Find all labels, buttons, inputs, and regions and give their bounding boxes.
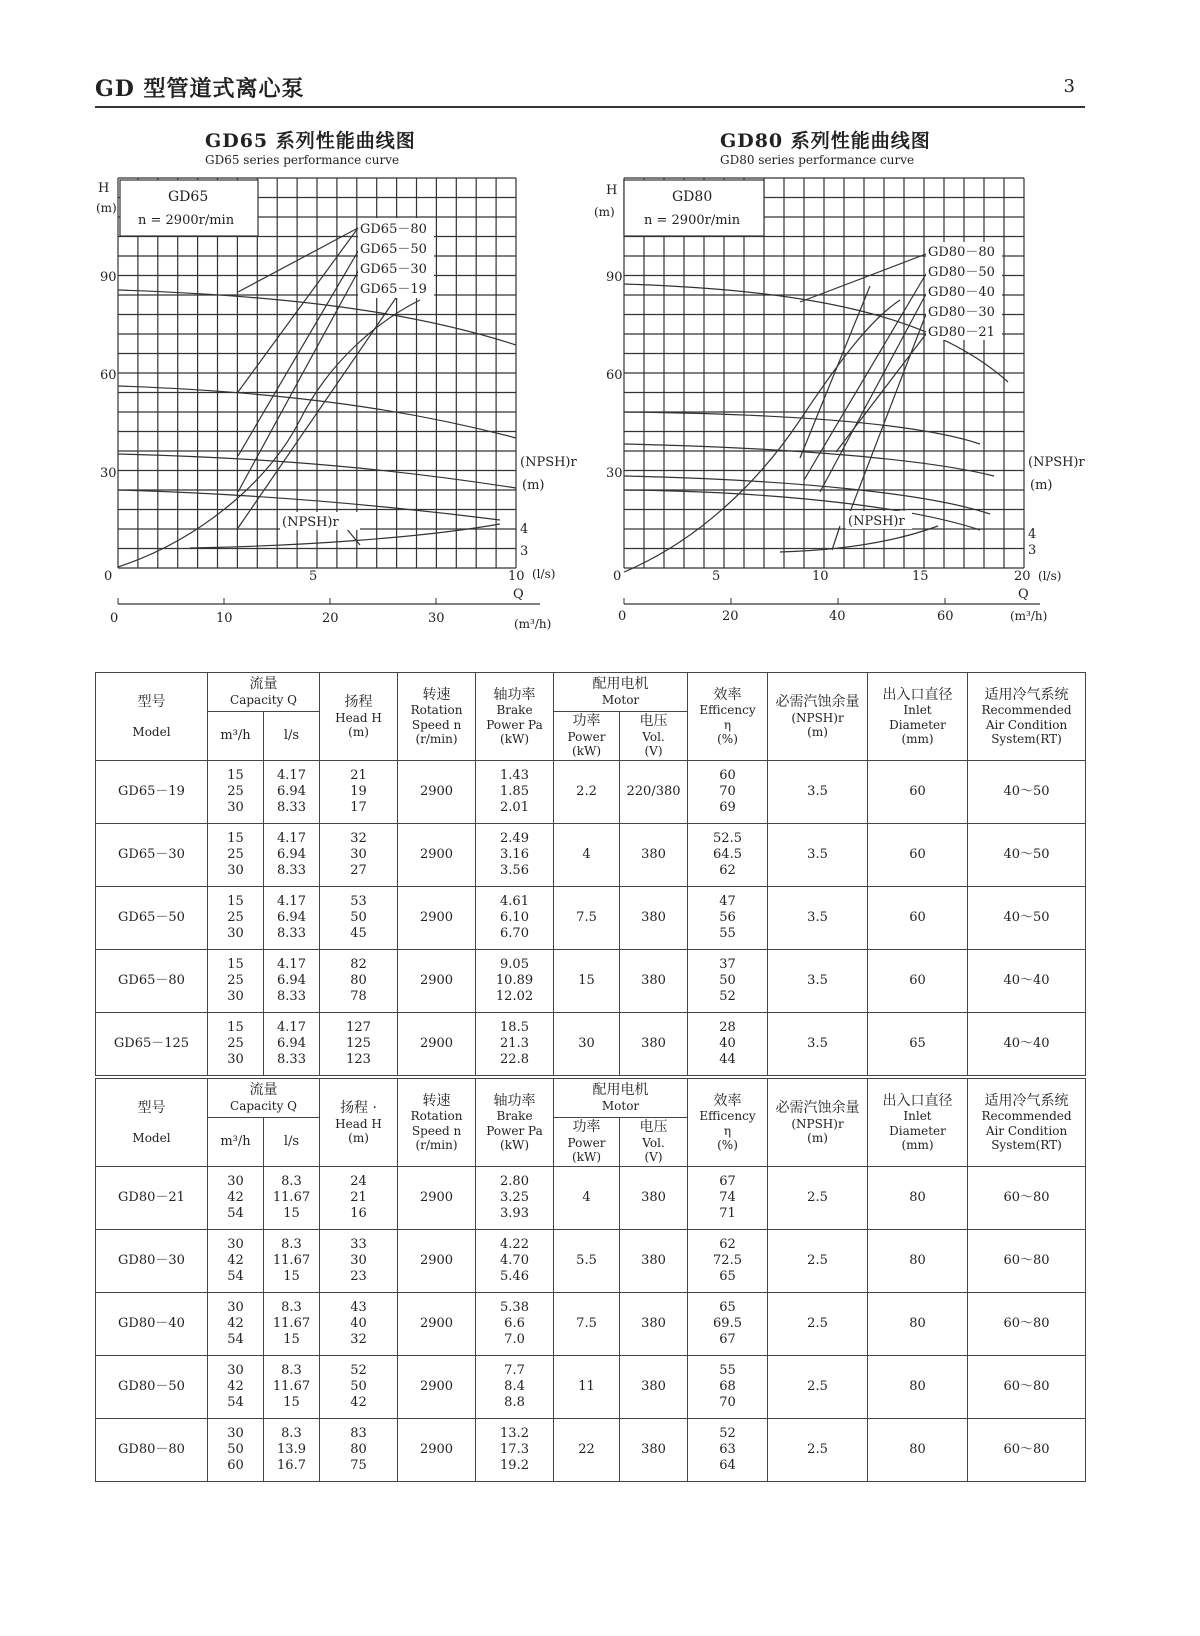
cell-head: 127 125 123 <box>320 1013 398 1076</box>
cell-capacity-m3h: 30 42 54 <box>208 1293 264 1356</box>
gd65-npsh-axis-unit: (m) <box>522 478 545 493</box>
gd80-npsh-curve-label: (NPSH)r <box>848 514 905 529</box>
col-motor: 配用电机 Motor <box>554 673 688 712</box>
gd65-80-operating-line <box>238 228 358 392</box>
gd65-npsh-axis-label: (NPSH)r <box>520 455 577 470</box>
gd80-npsh-axis-label: (NPSH)r <box>1028 455 1085 470</box>
gd80-chart-title: GD80 系列性能曲线图 GD80 series performance curve <box>720 130 931 167</box>
cell-brake-power: 9.05 10.89 12.02 <box>476 950 554 1013</box>
cell-npsh: 3.5 <box>768 887 868 950</box>
cell-capacity-m3h: 15 25 30 <box>208 950 264 1013</box>
gd65-curve-label: GD65－30 <box>360 262 427 277</box>
cell-air-condition: 40～40 <box>968 1013 1086 1076</box>
gd80-curve-label: GD80－50 <box>928 265 995 280</box>
cell-air-condition: 40～50 <box>968 887 1086 950</box>
cell-inlet-diameter: 60 <box>868 950 968 1013</box>
gd80-h-tick: 30 <box>606 466 623 481</box>
table-row <box>96 1419 1086 1482</box>
cell-voltage: 220/380 <box>620 761 688 824</box>
gd65-m3h-tick: 0 <box>110 611 119 626</box>
gd80-ls-tick: 15 <box>912 569 929 584</box>
cell-motor-power: 11 <box>554 1356 620 1419</box>
gd65-h-label: H <box>98 181 110 196</box>
cell-brake-power: 13.2 17.3 19.2 <box>476 1419 554 1482</box>
col-motor: 配用电机 Motor <box>554 1079 688 1118</box>
cell-air-condition: 60～80 <box>968 1356 1086 1419</box>
document-title: GD 型管道式离心泵 <box>95 76 305 102</box>
gd65-50-operating-line <box>238 248 360 456</box>
gd80-npsh-tick: 4 <box>1028 527 1037 542</box>
cell-capacity-ls: 4.17 6.94 8.33 <box>264 824 320 887</box>
cell-air-condition: 60～80 <box>968 1167 1086 1230</box>
gd80-ls-tick: 20 <box>1014 569 1031 584</box>
gd65-h-unit: (m) <box>96 201 117 215</box>
gd65-m3h-tick: 10 <box>216 611 233 626</box>
gd65-performance-chart <box>0 0 600 650</box>
cell-speed: 2900 <box>398 1167 476 1230</box>
gd65-table-body <box>96 761 1086 1076</box>
cell-efficiency: 67 74 71 <box>688 1167 768 1230</box>
cell-brake-power: 2.80 3.25 3.93 <box>476 1167 554 1230</box>
col-air-condition: 适用冷气系统 Recommended Air Condition System(RT) <box>968 673 1086 761</box>
cell-inlet-diameter: 80 <box>868 1167 968 1230</box>
cell-voltage: 380 <box>620 1356 688 1419</box>
cell-capacity-ls: 8.3 11.67 15 <box>264 1167 320 1230</box>
gd65-spec-table <box>95 672 1086 1076</box>
table-row <box>96 1356 1086 1419</box>
col-capacity: 流量 Capacity Q <box>208 673 320 712</box>
cell-speed: 2900 <box>398 761 476 824</box>
cell-capacity-ls: 8.3 11.67 15 <box>264 1230 320 1293</box>
cell-head: 83 80 75 <box>320 1419 398 1482</box>
cell-voltage: 380 <box>620 887 688 950</box>
gd65-h-tick: 90 <box>100 270 117 285</box>
cell-capacity-m3h: 15 25 30 <box>208 1013 264 1076</box>
cell-head: 82 80 78 <box>320 950 398 1013</box>
col-inlet: 出入口直径 Inlet Diameter (mm) <box>868 673 968 761</box>
cell-air-condition: 40～50 <box>968 761 1086 824</box>
gd80-efficiency-curve <box>624 300 900 572</box>
gd65-npsh-curve-label: (NPSH)r <box>282 515 339 530</box>
cell-npsh: 3.5 <box>768 950 868 1013</box>
cell-model: GD80－50 <box>96 1356 208 1419</box>
gd80-h-label: H <box>606 183 618 198</box>
cell-air-condition: 60～80 <box>968 1230 1086 1293</box>
gd65-h-tick: 0 <box>104 569 113 584</box>
col-capacity: 流量 Capacity Q <box>208 1079 320 1118</box>
cell-capacity-m3h: 30 42 54 <box>208 1356 264 1419</box>
col-motor-voltage: 电压 Vol. (V) <box>620 712 688 761</box>
cell-speed: 2900 <box>398 1013 476 1076</box>
col-inlet: 出入口直径 Inlet Diameter (mm) <box>868 1079 968 1167</box>
cell-head: 53 50 45 <box>320 887 398 950</box>
gd80-npsh-tick: 3 <box>1028 543 1037 558</box>
cell-air-condition: 40～40 <box>968 950 1086 1013</box>
table-row <box>96 1013 1086 1076</box>
cell-npsh: 2.5 <box>768 1293 868 1356</box>
gd65-chart-title: GD65 系列性能曲线图 GD65 series performance curve <box>205 130 416 167</box>
cell-brake-power: 4.61 6.10 6.70 <box>476 887 554 950</box>
cell-model: GD80－21 <box>96 1167 208 1230</box>
cell-inlet-diameter: 65 <box>868 1013 968 1076</box>
gd65-speed-label: n = 2900r/min <box>138 213 235 228</box>
gd80-m3h-tick: 0 <box>618 609 627 624</box>
table-row <box>96 1293 1086 1356</box>
gd65-m3h-tick: 20 <box>322 611 339 626</box>
gd80-m3h-tick: 20 <box>722 609 739 624</box>
cell-motor-power: 7.5 <box>554 1293 620 1356</box>
gd65-curve-label: GD65－50 <box>360 242 427 257</box>
cell-capacity-m3h: 30 50 60 <box>208 1419 264 1482</box>
cell-capacity-m3h: 15 25 30 <box>208 887 264 950</box>
table-row <box>96 1167 1086 1230</box>
col-head: 扬程 Head H (m) <box>320 673 398 761</box>
cell-model: GD80－80 <box>96 1419 208 1482</box>
cell-capacity-ls: 4.17 6.94 8.33 <box>264 887 320 950</box>
col-npsh: 必需汽蚀余量 (NPSH)r (m) <box>768 673 868 761</box>
cell-inlet-diameter: 80 <box>868 1356 968 1419</box>
cell-inlet-diameter: 80 <box>868 1293 968 1356</box>
cell-air-condition: 60～80 <box>968 1419 1086 1482</box>
col-efficiency: 效率 Efficency η (%) <box>688 1079 768 1167</box>
cell-brake-power: 5.38 6.6 7.0 <box>476 1293 554 1356</box>
cell-npsh: 3.5 <box>768 1013 868 1076</box>
cell-npsh: 2.5 <box>768 1230 868 1293</box>
col-motor-voltage: 电压 Vol. (V) <box>620 1118 688 1167</box>
gd80-npsh-axis-unit: (m) <box>1030 478 1053 493</box>
gd80-21-operating-line <box>850 314 926 512</box>
cell-efficiency: 52.5 64.5 62 <box>688 824 768 887</box>
gd65-h-tick: 30 <box>100 466 117 481</box>
gd80-40-operating-line <box>804 274 926 480</box>
cell-model: GD80－40 <box>96 1293 208 1356</box>
page-number: 3 <box>1063 76 1075 97</box>
gd65-curve-label: GD65－80 <box>360 222 427 237</box>
gd65-ls-tick: 5 <box>309 569 318 584</box>
cell-efficiency: 52 63 64 <box>688 1419 768 1482</box>
cell-efficiency: 28 40 44 <box>688 1013 768 1076</box>
cell-model: GD65－30 <box>96 824 208 887</box>
gd80-h-tick: 60 <box>606 368 623 383</box>
cell-air-condition: 40～50 <box>968 824 1086 887</box>
gd80-model-label: GD80 <box>672 189 713 205</box>
col-motor-power: 功率 Power (kW) <box>554 712 620 761</box>
cell-motor-power: 7.5 <box>554 887 620 950</box>
gd80-q-label: Q <box>1018 587 1029 602</box>
gd65-ls-unit: (l/s) <box>532 567 556 581</box>
gd65-efficiency-curve <box>118 300 420 567</box>
gd80-ls-tick: 10 <box>812 569 829 584</box>
gd80-table-body <box>96 1167 1086 1482</box>
gd65-m3h-tick: 30 <box>428 611 445 626</box>
cell-model: GD65－19 <box>96 761 208 824</box>
gd80-spec-table <box>95 1078 1086 1482</box>
cell-speed: 2900 <box>398 1356 476 1419</box>
cell-brake-power: 2.49 3.16 3.56 <box>476 824 554 887</box>
cell-head: 52 50 42 <box>320 1356 398 1419</box>
col-brake-power: 轴功率 Brake Power Pa (kW) <box>476 1079 554 1167</box>
col-capacity-ls: l/s <box>264 712 320 761</box>
cell-motor-power: 4 <box>554 824 620 887</box>
cell-motor-power: 4 <box>554 1167 620 1230</box>
cell-head: 24 21 16 <box>320 1167 398 1230</box>
cell-npsh: 2.5 <box>768 1167 868 1230</box>
gd65-q-label: Q <box>513 587 524 602</box>
gd80-h-tick: 90 <box>606 270 623 285</box>
col-head: 扬程 · Head H (m) <box>320 1079 398 1167</box>
gd80-curve-label: GD80－30 <box>928 305 995 320</box>
cell-capacity-ls: 8.3 11.67 15 <box>264 1293 320 1356</box>
col-motor-power: 功率 Power (kW) <box>554 1118 620 1167</box>
cell-efficiency: 60 70 69 <box>688 761 768 824</box>
cell-voltage: 380 <box>620 1293 688 1356</box>
gd65-m3h-unit: (m³/h) <box>514 617 552 631</box>
cell-model: GD65－80 <box>96 950 208 1013</box>
cell-model: GD65－125 <box>96 1013 208 1076</box>
col-speed: 转速 Rotation Speed n (r/min) <box>398 1079 476 1167</box>
cell-speed: 2900 <box>398 887 476 950</box>
cell-motor-power: 5.5 <box>554 1230 620 1293</box>
cell-npsh: 3.5 <box>768 824 868 887</box>
gd80-curve-label: GD80－40 <box>928 285 995 300</box>
col-capacity-ls: l/s <box>264 1118 320 1167</box>
cell-head: 43 40 32 <box>320 1293 398 1356</box>
gd80-h-unit: (m) <box>594 205 615 219</box>
cell-model: GD80－30 <box>96 1230 208 1293</box>
table-row <box>96 761 1086 824</box>
cell-voltage: 380 <box>620 824 688 887</box>
cell-inlet-diameter: 80 <box>868 1419 968 1482</box>
table-row <box>96 1230 1086 1293</box>
cell-capacity-ls: 8.3 13.9 16.7 <box>264 1419 320 1482</box>
gd80-ls-unit: (l/s) <box>1038 569 1062 583</box>
cell-voltage: 380 <box>620 1013 688 1076</box>
cell-voltage: 380 <box>620 950 688 1013</box>
cell-voltage: 380 <box>620 1167 688 1230</box>
col-efficiency: 效率 Efficency η (%) <box>688 673 768 761</box>
gd65-npsh-tick: 3 <box>520 544 529 559</box>
gd65-curve-label: GD65－19 <box>360 282 427 297</box>
gd80-m3h-tick: 60 <box>937 609 954 624</box>
col-air-condition: 适用冷气系统 Recommended Air Condition System(RT) <box>968 1079 1086 1167</box>
gd80-h-tick: 0 <box>613 569 622 584</box>
cell-air-condition: 60～80 <box>968 1293 1086 1356</box>
gd65-ls-tick: 10 <box>508 569 525 584</box>
cell-npsh: 2.5 <box>768 1419 868 1482</box>
table-row <box>96 950 1086 1013</box>
cell-capacity-ls: 4.17 6.94 8.33 <box>264 761 320 824</box>
cell-brake-power: 1.43 1.85 2.01 <box>476 761 554 824</box>
cell-brake-power: 7.7 8.4 8.8 <box>476 1356 554 1419</box>
cell-speed: 2900 <box>398 1230 476 1293</box>
cell-efficiency: 47 56 55 <box>688 887 768 950</box>
gd80-speed-label: n = 2900r/min <box>644 213 741 228</box>
cell-motor-power: 2.2 <box>554 761 620 824</box>
cell-model: GD65－50 <box>96 887 208 950</box>
col-capacity-m3h: m³/h <box>208 1118 264 1167</box>
cell-speed: 2900 <box>398 1419 476 1482</box>
cell-capacity-m3h: 30 42 54 <box>208 1230 264 1293</box>
cell-motor-power: 30 <box>554 1013 620 1076</box>
gd65-npsh-tick: 4 <box>520 522 529 537</box>
cell-head: 33 30 23 <box>320 1230 398 1293</box>
col-capacity-m3h: m³/h <box>208 712 264 761</box>
cell-motor-power: 22 <box>554 1419 620 1482</box>
cell-capacity-ls: 4.17 6.94 8.33 <box>264 950 320 1013</box>
cell-efficiency: 62 72.5 65 <box>688 1230 768 1293</box>
cell-voltage: 380 <box>620 1419 688 1482</box>
gd80-m3h-tick: 40 <box>829 609 846 624</box>
col-model: 型号 Model <box>96 1079 208 1167</box>
col-speed: 转速 Rotation Speed n (r/min) <box>398 673 476 761</box>
gd80-m3h-unit: (m³/h) <box>1010 609 1048 623</box>
cell-brake-power: 4.22 4.70 5.46 <box>476 1230 554 1293</box>
gd65-model-label: GD65 <box>168 189 209 205</box>
cell-efficiency: 37 50 52 <box>688 950 768 1013</box>
cell-inlet-diameter: 60 <box>868 887 968 950</box>
cell-capacity-ls: 8.3 11.67 15 <box>264 1356 320 1419</box>
cell-capacity-m3h: 15 25 30 <box>208 824 264 887</box>
cell-head: 21 19 17 <box>320 761 398 824</box>
gd80-curve-label: GD80－21 <box>928 325 995 340</box>
gd65-npsh-label-leader <box>346 528 360 545</box>
col-brake-power: 轴功率 Brake Power Pa (kW) <box>476 673 554 761</box>
cell-capacity-ls: 4.17 6.94 8.33 <box>264 1013 320 1076</box>
cell-capacity-m3h: 15 25 30 <box>208 761 264 824</box>
table-row <box>96 887 1086 950</box>
cell-brake-power: 18.5 21.3 22.8 <box>476 1013 554 1076</box>
cell-speed: 2900 <box>398 824 476 887</box>
gd80-performance-chart <box>594 0 1200 650</box>
col-npsh: 必需汽蚀余量 (NPSH)r (m) <box>768 1079 868 1167</box>
cell-inlet-diameter: 80 <box>868 1230 968 1293</box>
gd80-curve-label: GD80－80 <box>928 245 995 260</box>
gd65-h-tick: 60 <box>100 368 117 383</box>
cell-capacity-m3h: 30 42 54 <box>208 1167 264 1230</box>
cell-motor-power: 15 <box>554 950 620 1013</box>
cell-inlet-diameter: 60 <box>868 824 968 887</box>
gd80-50-operating-line <box>800 286 870 458</box>
cell-speed: 2900 <box>398 1293 476 1356</box>
gd80-ls-tick: 5 <box>712 569 721 584</box>
cell-npsh: 2.5 <box>768 1356 868 1419</box>
cell-speed: 2900 <box>398 950 476 1013</box>
col-model: 型号 Model <box>96 673 208 761</box>
cell-npsh: 3.5 <box>768 761 868 824</box>
gd65-19-operating-line <box>238 292 400 528</box>
cell-efficiency: 55 68 70 <box>688 1356 768 1419</box>
gd80-30-head-curve <box>624 476 990 514</box>
cell-inlet-diameter: 60 <box>868 761 968 824</box>
table-row <box>96 824 1086 887</box>
cell-head: 32 30 27 <box>320 824 398 887</box>
cell-efficiency: 65 69.5 67 <box>688 1293 768 1356</box>
cell-voltage: 380 <box>620 1230 688 1293</box>
